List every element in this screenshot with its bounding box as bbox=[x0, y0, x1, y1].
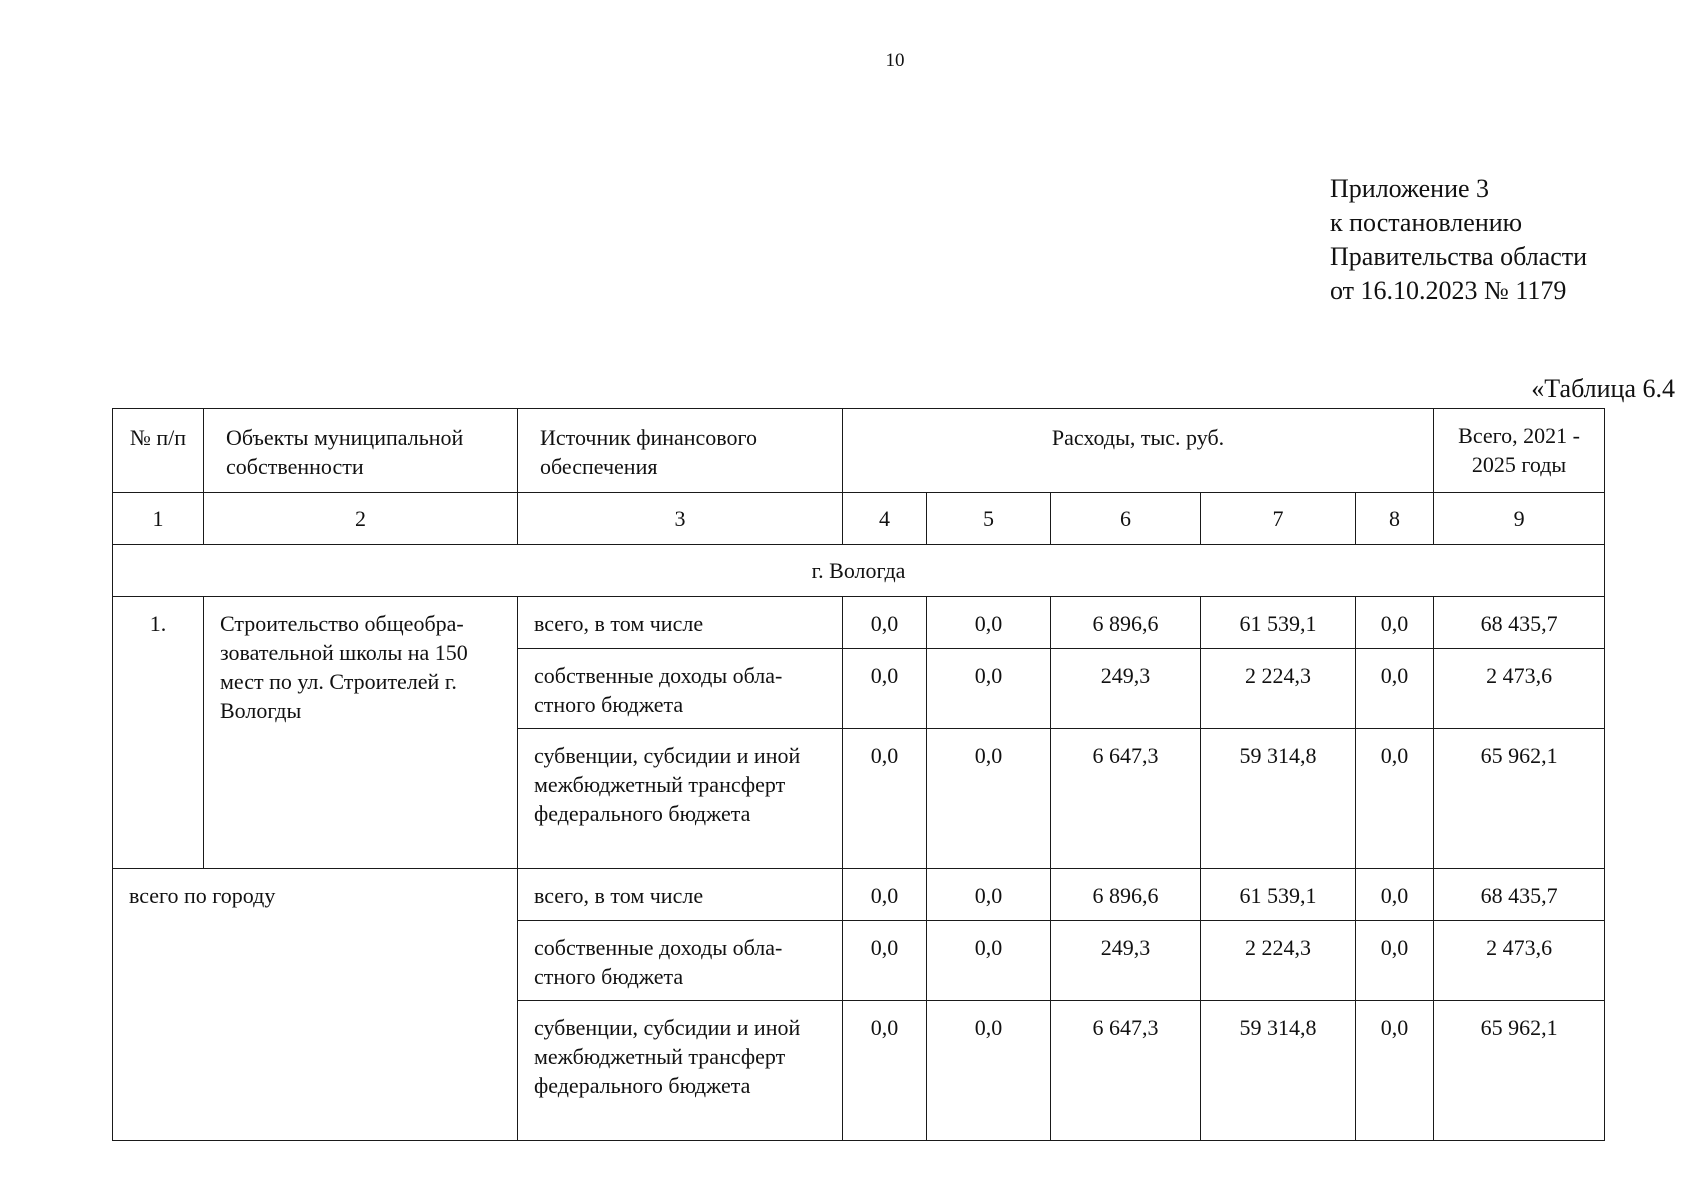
value-cell: 6 647,3 bbox=[1051, 1001, 1201, 1141]
total-cell: 65 962,1 bbox=[1434, 729, 1605, 869]
value-cell: 6 647,3 bbox=[1051, 729, 1201, 869]
city-total-label: всего по городу bbox=[113, 869, 518, 1141]
source-cell: субвенции, субсидии и иной межбюджетный трансферт федерального бюджета bbox=[518, 729, 843, 869]
object-name: Строительство общеобра-зовательной школы на 150 мест по ул. Строителей г. Вологды bbox=[204, 597, 518, 869]
header-row bbox=[113, 409, 1605, 493]
table-row bbox=[113, 869, 1605, 921]
value-cell: 0,0 bbox=[927, 729, 1051, 869]
value-cell: 0,0 bbox=[843, 597, 927, 649]
appendix-line: Приложение 3 bbox=[1330, 174, 1490, 203]
value-cell: 249,3 bbox=[1051, 921, 1201, 1001]
value-cell: 2 224,3 bbox=[1201, 649, 1356, 729]
header-num: № п/п bbox=[113, 409, 204, 493]
header-object: Объекты муниципальной собственности bbox=[204, 409, 518, 493]
page-number: 10 bbox=[885, 50, 905, 71]
source-cell: субвенции, субсидии и иной межбюджетный трансферт федерального бюджета bbox=[518, 1001, 843, 1141]
value-cell: 0,0 bbox=[927, 1001, 1051, 1141]
value-cell: 0,0 bbox=[1356, 597, 1434, 649]
value-cell: 0,0 bbox=[843, 1001, 927, 1141]
value-cell: 0,0 bbox=[843, 869, 927, 921]
column-number: 4 bbox=[843, 493, 927, 545]
table-row bbox=[113, 597, 1605, 649]
source-cell: собственные доходы обла-стного бюджета bbox=[518, 649, 843, 729]
column-number: 3 bbox=[518, 493, 843, 545]
value-cell: 0,0 bbox=[1356, 869, 1434, 921]
value-cell: 59 314,8 bbox=[1201, 729, 1356, 869]
city-row bbox=[113, 545, 1605, 597]
value-cell: 0,0 bbox=[927, 921, 1051, 1001]
source-cell: всего, в том числе bbox=[518, 597, 843, 649]
header-source: Источник финансового обеспечения bbox=[518, 409, 843, 493]
value-cell: 59 314,8 bbox=[1201, 1001, 1356, 1141]
column-number: 8 bbox=[1356, 493, 1434, 545]
value-cell: 0,0 bbox=[843, 921, 927, 1001]
source-cell: собственные доходы обла-стного бюджета bbox=[518, 921, 843, 1001]
value-cell: 0,0 bbox=[927, 597, 1051, 649]
total-cell: 68 435,7 bbox=[1434, 869, 1605, 921]
value-cell: 6 896,6 bbox=[1051, 597, 1201, 649]
column-number-row bbox=[113, 493, 1605, 545]
value-cell: 249,3 bbox=[1051, 649, 1201, 729]
value-cell: 0,0 bbox=[1356, 1001, 1434, 1141]
value-cell: 0,0 bbox=[1356, 649, 1434, 729]
value-cell: 0,0 bbox=[843, 649, 927, 729]
value-cell: 0,0 bbox=[1356, 729, 1434, 869]
source-cell: всего, в том числе bbox=[518, 869, 843, 921]
column-number: 5 bbox=[927, 493, 1051, 545]
value-cell: 0,0 bbox=[927, 649, 1051, 729]
column-number: 1 bbox=[113, 493, 204, 545]
header-expenses: Расходы, тыс. руб. bbox=[843, 409, 1434, 493]
total-cell: 2 473,6 bbox=[1434, 649, 1605, 729]
column-number: 9 bbox=[1434, 493, 1605, 545]
total-cell: 65 962,1 bbox=[1434, 1001, 1605, 1141]
budget-table bbox=[112, 408, 1605, 1141]
total-cell: 68 435,7 bbox=[1434, 597, 1605, 649]
total-cell: 2 473,6 bbox=[1434, 921, 1605, 1001]
appendix-line: к постановлению bbox=[1330, 208, 1523, 237]
value-cell: 2 224,3 bbox=[1201, 921, 1356, 1001]
appendix-block bbox=[1330, 172, 1587, 308]
column-number: 2 bbox=[204, 493, 518, 545]
column-number: 6 bbox=[1051, 493, 1201, 545]
value-cell: 0,0 bbox=[927, 869, 1051, 921]
table-caption: «Таблица 6.4 bbox=[1531, 374, 1675, 403]
column-number: 7 bbox=[1201, 493, 1356, 545]
value-cell: 6 896,6 bbox=[1051, 869, 1201, 921]
value-cell: 0,0 bbox=[1356, 921, 1434, 1001]
row-number: 1. bbox=[113, 597, 204, 869]
city-name: г. Вологда bbox=[113, 545, 1605, 597]
value-cell: 0,0 bbox=[843, 729, 927, 869]
appendix-line: от 16.10.2023 № 1179 bbox=[1330, 276, 1567, 305]
value-cell: 61 539,1 bbox=[1201, 869, 1356, 921]
value-cell: 61 539,1 bbox=[1201, 597, 1356, 649]
header-total: Всего, 2021 - 2025 годы bbox=[1434, 409, 1605, 493]
appendix-line: Правительства области bbox=[1330, 242, 1588, 271]
